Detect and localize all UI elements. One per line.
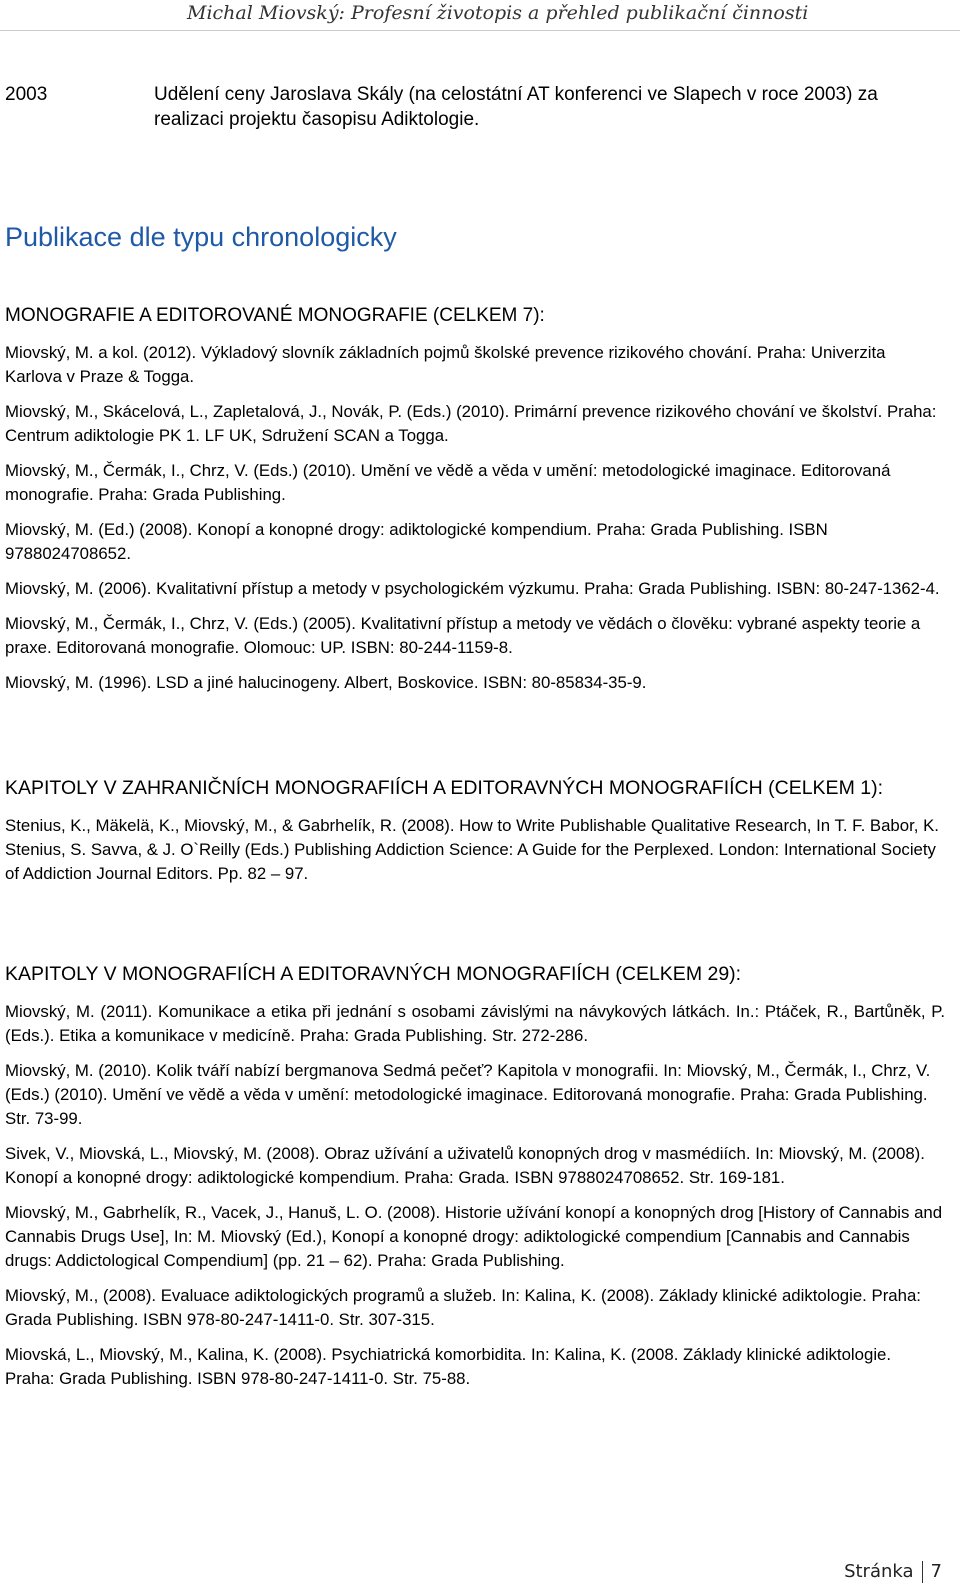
publication-entry: Miovský, M. (2011). Komunikace a etika při jednání s osobami závislými na návykových látkách. In.: Ptáček, R., Bartůněk, P. (Eds.). Etika a komunikace v medicíně. Praha: Grada Publishing. Str. 272-286.	[5, 1002, 945, 1045]
publication-entry: Miovský, M. (1996). LSD a jiné halucinogeny. Albert, Boskovice. ISBN: 80-85834-35-9.	[5, 673, 647, 692]
kapitoly-zahranicni-heading: KAPITOLY V ZAHRANIČNÍCH MONOGRAFIÍCH A EDITORAVNÝCH MONOGRAFIÍCH (CELKEM 1):	[5, 777, 883, 799]
award-year: 2003	[5, 84, 48, 105]
monografie-heading: MONOGRAFIE A EDITOROVANÉ MONOGRAFIE (CELKEM 7):	[5, 305, 545, 326]
page-header	[0, 0, 960, 30]
publication-entry: Miovský, M. (Ed.) (2008). Konopí a konopné drogy: adiktologické kompendium. Praha: Grada Publishing. ISBN 9788024708652.	[5, 520, 828, 563]
page-footer	[0, 1535, 960, 1595]
page-separator	[922, 1561, 923, 1583]
kapitoly-heading: KAPITOLY V MONOGRAFIÍCH A EDITORAVNÝCH MONOGRAFIÍCH (CELKEM 29):	[5, 963, 742, 985]
publication-entry: Stenius, K., Mäkelä, K., Miovský, M., & Gabrhelík, R. (2008). How to Write Publishable Qualitative Research, In T. F. Babor, K. Stenius, S. Savva, & J. O`Reilly (Eds.) Publishing Addiction Science: A Guide for the Perplexed. London: International Society of Addiction Journal Editors. Pp. 82 – 97.	[5, 816, 939, 883]
publication-entry: Sivek, V., Miovská, L., Miovský, M. (2008). Obraz užívání a uživatelů konopných drog v masmédiích. In: Miovský, M. (2008). Konopí a konopné drogy: adiktologické kompendium. Praha: Grada. ISBN 9788024708652. Str. 169-181.	[5, 1144, 925, 1187]
publication-entry: Miovský, M., (2008). Evaluace adiktologických programů a služeb. In: Kalina, K. (2008). Základy klinické adiktologie. Praha: Grada Publishing. ISBN 978-80-247-1411-0. Str. 307-315.	[5, 1286, 921, 1329]
publication-entry: Miovský, M. (2010). Kolik tváří nabízí bergmanova Sedmá pečeť? Kapitola v monografii. In: Miovský, M., Čermák, I., Chrz, V. (Eds.) (2010). Umění ve vědě a věda v umění: metodologické imaginace. Editorovaná monografie. Praha: Grada Publishing. Str. 73-99.	[5, 1061, 931, 1128]
header-title: Michal Miovský: Profesní životopis a přehled publikační činnosti	[187, 2, 809, 24]
page-number: 7	[930, 1561, 942, 1582]
publication-entry: Miovský, M., Gabrhelík, R., Vacek, J., Hanuš, L. O. (2008). Historie užívání konopí a konopných drog [History of Cannabis and Cannabis Drugs Use], In: M. Miovský (Ed.), Konopí a konopné drogy: adiktologické compendium [Cannabis and Cannabis drugs: Addictological Compendium] (pp. 21 – 62). Praha: Grada Publishing.	[5, 1203, 943, 1270]
publication-entry: Miovský, M., Čermák, I., Chrz, V. (Eds.) (2010). Umění ve vědě a věda v umění: metodologické imaginace. Editorovaná monografie. Praha: Grada Publishing.	[5, 461, 891, 504]
publication-entry: Miovský, M., Skácelová, L., Zapletalová, J., Novák, P. (Eds.) (2010). Primární prevence rizikového chování ve školství. Praha: Centrum adiktologie PK 1. LF UK, Sdružení SCAN a Togga.	[5, 402, 937, 445]
publication-entry: Miovský, M. a kol. (2012). Výkladový slovník základních pojmů školské prevence rizikového chování. Praha: Univerzita Karlova v Praze & Togga.	[5, 343, 886, 386]
page-number-label	[844, 1561, 942, 1583]
page-word: Stránka	[844, 1561, 914, 1582]
publication-entry: Miovská, L., Miovský, M., Kalina, K. (2008). Psychiatrická komorbidita. In: Kalina, K. (2008. Základy klinické adiktologie. Praha: Grada Publishing. ISBN 978-80-247-1411-0. Str. 75-88.	[5, 1345, 892, 1388]
publication-entry: Miovský, M. (2006). Kvalitativní přístup a metody v psychologickém výzkumu. Praha: Grada Publishing. ISBN: 80-247-1362-4.	[5, 579, 940, 598]
monografie-section	[5, 302, 945, 706]
publication-entry: Miovský, M., Čermák, I., Chrz, V. (Eds.) (2005). Kvalitativní přístup a metody ve vědách o člověku: vybrané aspekty teorie a praxe. Editorovaná monografie. Olomouc: UP. ISBN: 80-244-1159-8.	[5, 614, 921, 657]
section-title: Publikace dle typu chronologicky	[5, 222, 397, 252]
kapitoly-section	[5, 961, 945, 1402]
kapitoly-zahranicni-section	[5, 775, 945, 897]
award-text: Udělení ceny Jaroslava Skály (na celostátní AT konferenci ve Slapech v roce 2003) za realizaci projektu časopisu Adiktologie.	[154, 84, 878, 130]
header-divider	[0, 30, 960, 31]
